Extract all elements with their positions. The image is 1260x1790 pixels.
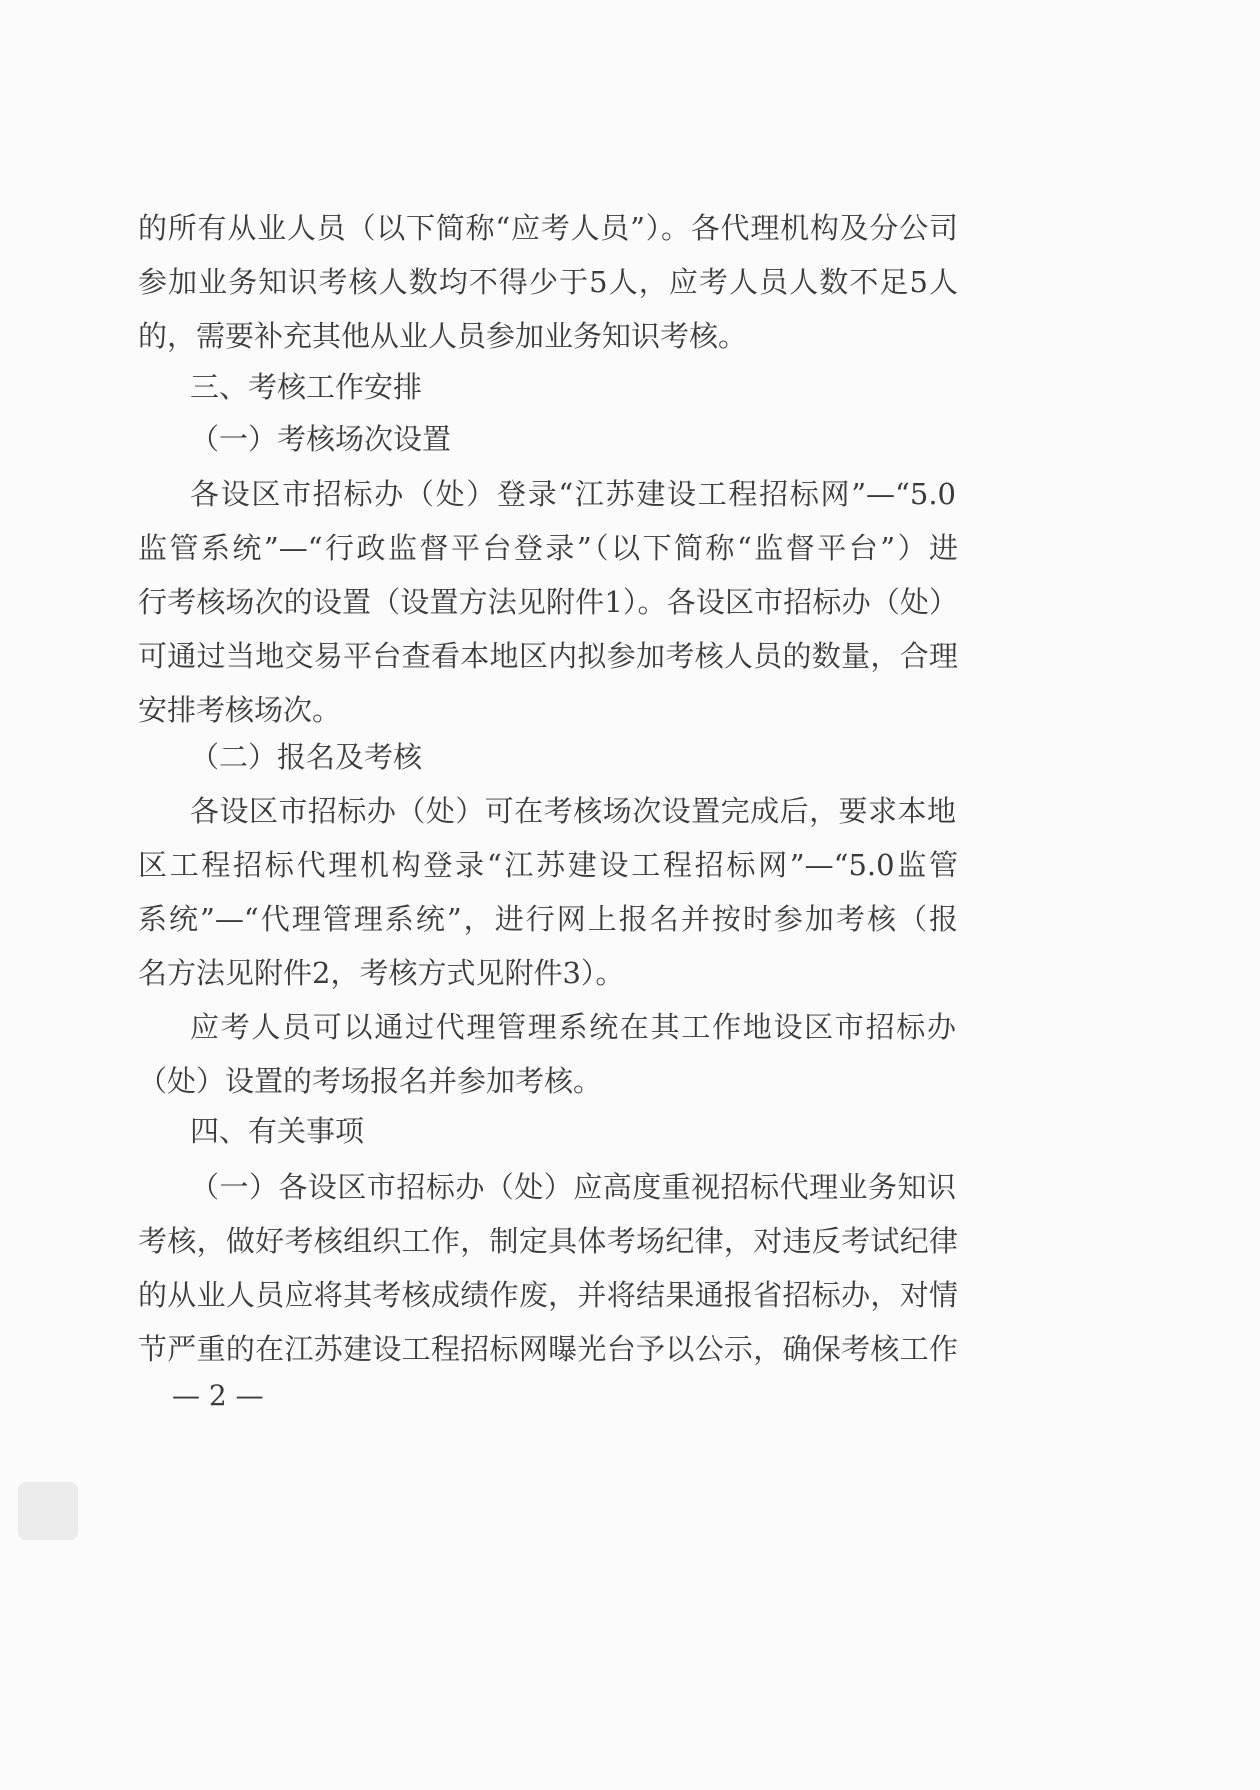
paragraph-line: 区工程招标代理机构登录“江苏建设工程招标网”—“5.0监管 (138, 848, 958, 882)
paragraph-line: 的，需要补充其他从业人员参加业务知识考核。 (138, 319, 748, 353)
paragraph-line: 参加业务知识考核人数均不得少于5人，应考人员人数不足5人 (138, 265, 958, 299)
paragraph-line: 的从业人员应将其考核成绩作废，并将结果通报省招标办，对情 (138, 1278, 958, 1312)
paragraph-line: 行考核场次的设置（设置方法见附件1）。各设区市招标办（处） (138, 585, 958, 619)
paragraph-line: 应考人员可以通过代理管理系统在其工作地设区市招标办 (190, 1010, 956, 1044)
corner-tab (18, 1482, 78, 1540)
page-number: — 2 — (172, 1379, 264, 1412)
paragraph-line: 各设区市招标办（处）登录“江苏建设工程招标网”—“5.0 (190, 477, 956, 511)
paragraph-line: （一）各设区市招标办（处）应高度重视招标代理业务知识 (190, 1170, 956, 1204)
paragraph-line: 可通过当地交易平台查看本地区内拟参加考核人员的数量，合理 (138, 639, 958, 673)
paragraph-line: 名方法见附件2，考核方式见附件3）。 (138, 956, 625, 990)
paragraph-line: （处）设置的考场报名并参加考核。 (138, 1064, 603, 1098)
paragraph-line: 各设区市招标办（处）可在考核场次设置完成后，要求本地 (190, 794, 956, 828)
paragraph-line: 监管系统”—“行政监督平台登录”（以下简称“监督平台”）进 (138, 531, 958, 565)
subsection-heading: （二）报名及考核 (190, 740, 423, 774)
subsection-heading: （一）考核场次设置 (190, 422, 452, 456)
paragraph-line: 系统”—“代理管理系统”，进行网上报名并按时参加考核（报 (138, 902, 958, 936)
paragraph-line: 安排考核场次。 (138, 693, 342, 727)
section-heading: 四、有关事项 (190, 1114, 365, 1148)
paragraph-line: 的所有从业人员（以下简称“应考人员”）。各代理机构及分公司 (138, 211, 958, 245)
section-heading: 三、考核工作安排 (190, 370, 423, 404)
paragraph-line: 考核，做好考核组织工作，制定具体考场纪律，对违反考试纪律 (138, 1224, 958, 1258)
paragraph-line: 节严重的在江苏建设工程招标网曝光台予以公示，确保考核工作 (138, 1332, 958, 1366)
